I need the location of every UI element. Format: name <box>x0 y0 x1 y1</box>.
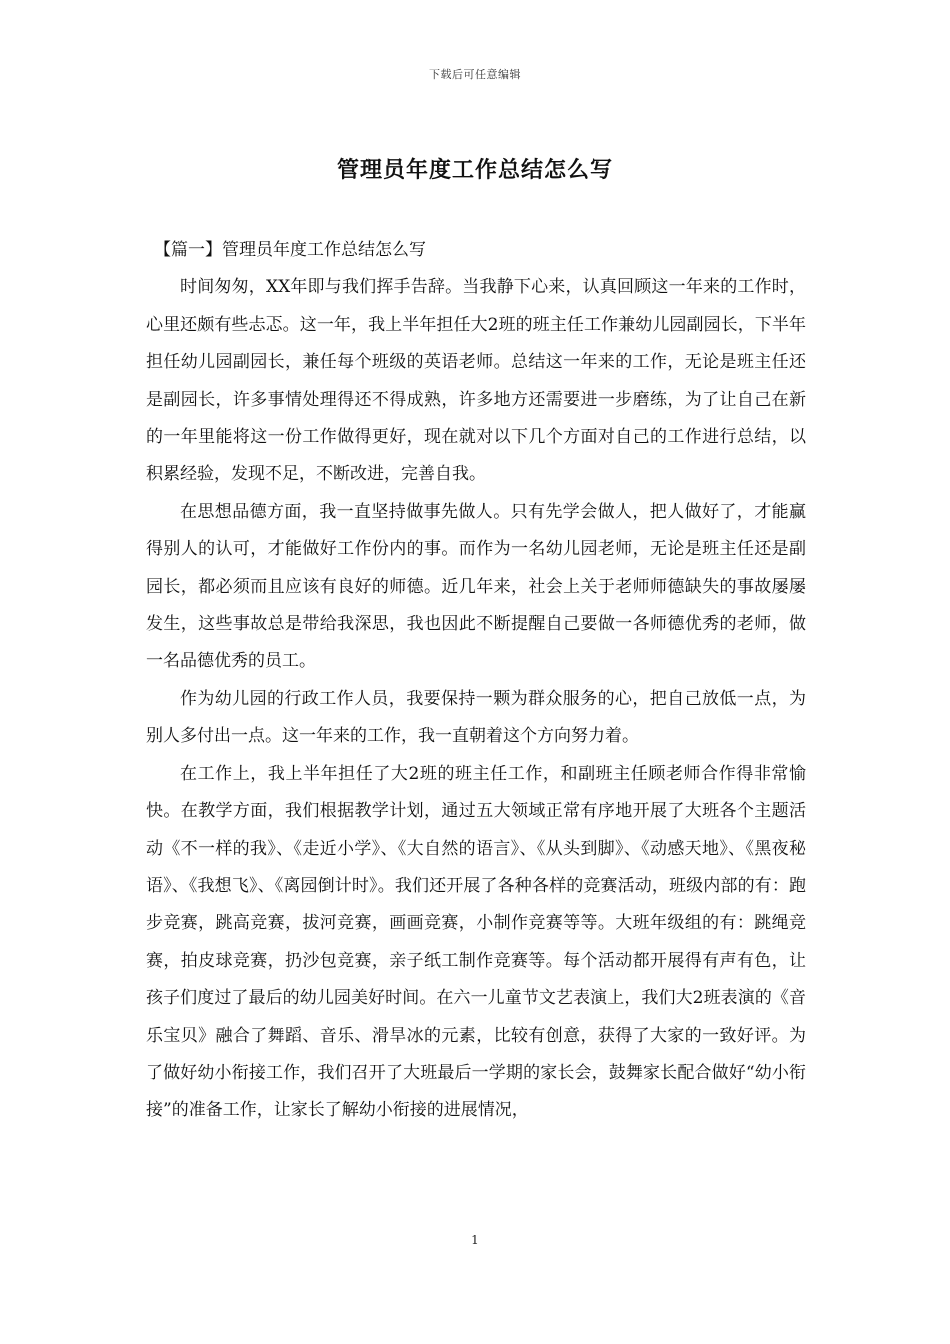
document-body <box>146 232 806 1130</box>
document-title: 管理员年度工作总结怎么写 <box>336 157 613 183</box>
paragraph-ethics: 在思想品德方面，我一直坚持做事先做人。只有先学会做人，把人做好了，才能赢得别人的认可，才能做好工作份内的事。而作为一名幼儿园老师，无论是班主任还是副园长，都必须而且应该有良好的师德。近几年来，社会上关于老师师德缺失的事故屡屡发生，这些事故总是带给我深思，我也因此不断提醒自己要做一各师德优秀的老师，做一名品德优秀的员工。 <box>146 501 806 672</box>
header-note: 下载后可任意编辑 <box>429 68 521 81</box>
page-number: 1 <box>471 1233 479 1247</box>
paragraph-intro: 时间匆匆，XX年即与我们挥手告辞。当我静下心来，认真回顾这一年来的工作时，心里还颇有些忐忑。这一年，我上半年担任大2班的班主任工作兼幼儿园副园长，下半年担任幼儿园副园长，兼任每个班级的英语老师。总结这一年来的工作，无论是班主任还是副园长，许多事情处理得还不得成熟，许多地方还需要进一步磨练，为了让自己在新的一年里能将这一份工作做得更好，现在就对以下几个方面对自己的工作进行总结，以积累经验，发现不足，不断改进，完善自我。 <box>146 277 806 485</box>
paragraph-work: 在工作上，我上半年担任了大2班的班主任工作，和副班主任顾老师合作得非常愉快。在教学方面，我们根据教学计划，通过五大领域正常有序地开展了大班各个主题活动《不一样的我》、《走近小学》、《大自然的语言》、《从头到脚》、《动感天地》、《黑夜秘语》、《我想飞》、《离园倒计时》。我们还开展了各种各样的竞赛活动，班级内部的有：跑步竞赛，跳高竞赛，拔河竞赛，画画竞赛，小制作竞赛等等。大班年级组的有：跳绳竞赛，拍皮球竞赛，扔沙包竞赛，亲子纸工制作竞赛等。每个活动都开展得有声有色，让孩子们度过了最后的幼儿园美好时间。在六一儿童节文艺表演上，我们大2班表演的《音乐宝贝》融合了舞蹈、音乐、滑旱冰的元素，比较有创意，获得了大家的一致好评。为了做好幼小衔接工作，我们召开了大班最后一学期的家长会，鼓舞家长配合做好“幼小衔接”的准备工作，让家长了解幼小衔接的进展情况， <box>146 763 806 1121</box>
paragraph-service: 作为幼儿园的行政工作人员，我要保持一颗为群众服务的心，把自己放低一点，为别人多付出一点。这一年来的工作，我一直朝着这个方向努力着。 <box>146 688 806 747</box>
section-heading: 【篇一】管理员年度工作总结怎么写 <box>154 240 426 260</box>
